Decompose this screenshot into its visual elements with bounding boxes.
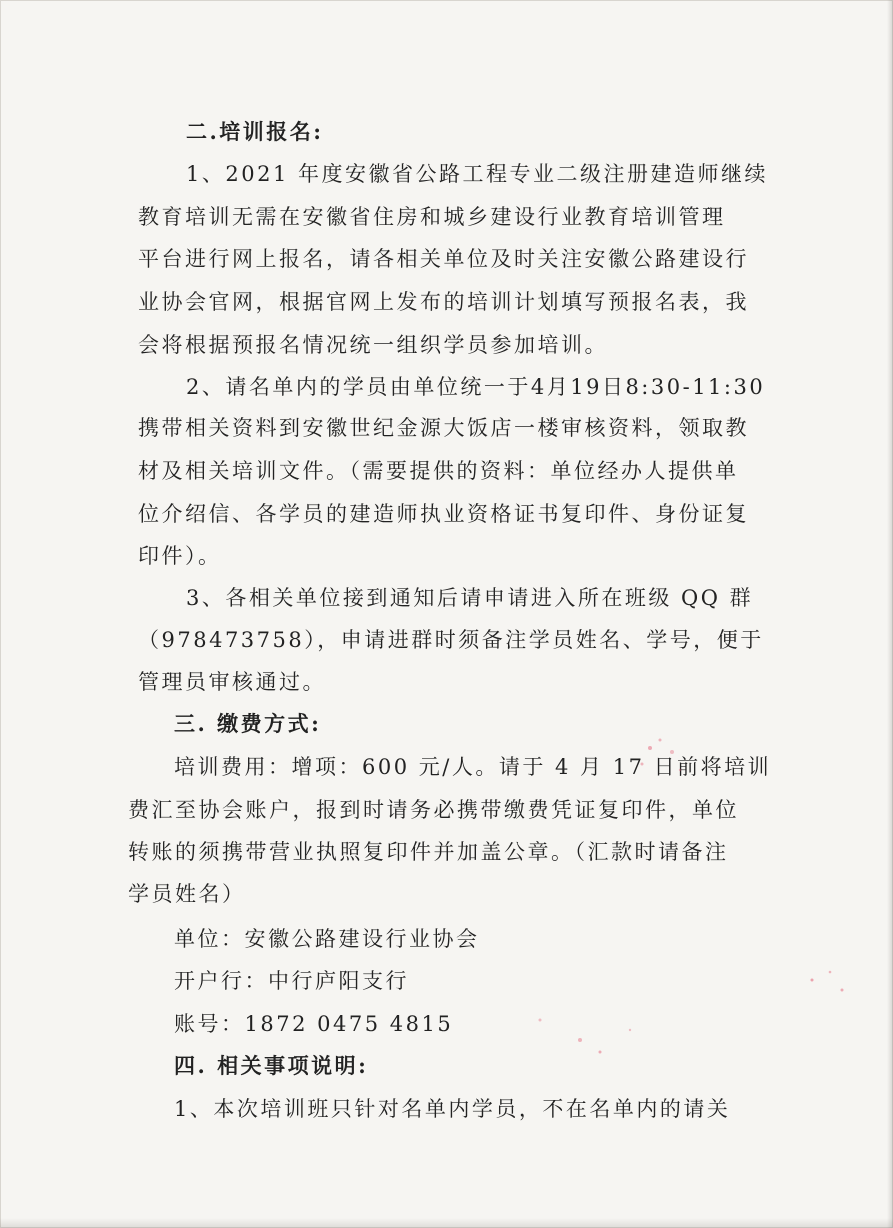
section-2-item-3-line-1: 3、各相关单位接到通知后请申请进入所在班级 QQ 群 (186, 586, 754, 610)
section-2-item-1-line-2: 教育培训无需在安徽省住房和城乡建设行业教育培训管理 (138, 205, 726, 229)
scan-edge-bottom (0, 1218, 893, 1228)
section-2-heading: 二.培训报名: (186, 119, 324, 144)
section-2-item-2-line-5: 印件）。 (138, 544, 222, 568)
stamp-bleed-mark (520, 1000, 660, 1070)
section-2-item-2-line-4: 位介绍信、各学员的建造师执业资格证书复印件、身份证复 (138, 502, 749, 526)
stamp-bleed-mark (800, 960, 860, 1010)
account-bank: 开户行：中行庐阳支行 (174, 969, 409, 993)
section-3-fee-line-2: 费汇至协会账户，报到时请务必携带缴费凭证复印件，单位 (128, 798, 739, 822)
section-2-item-1-line-4: 业协会官网，根据官网上发布的培训计划填写预报名表，我 (138, 290, 749, 314)
section-2-item-1-line-1: 1、2021 年度安徽省公路工程专业二级注册建造师继续 (186, 162, 768, 186)
section-2-item-3-line-2: （978473758），申请进群时须备注学员姓名、学号，便于 (138, 628, 764, 652)
account-number: 账号：1872 0475 4815 (174, 1012, 454, 1036)
section-2-item-1-line-5: 会将根据预报名情况统一组织学员参加培训。 (138, 333, 608, 357)
section-3-fee-line-1: 培训费用：增项：600 元/人。请于 4 月 17 日前将培训 (174, 755, 772, 779)
section-4-heading: 四. 相关事项说明: (174, 1053, 369, 1078)
section-2-item-2-line-2: 携带相关资料到安徽世纪金源大饭店一楼审核资料，领取教 (138, 416, 749, 440)
section-2-item-2-line-1: 2、请名单内的学员由单位统一于4月19日8:30-11:30 (186, 375, 766, 399)
section-2-item-3-line-3: 管理员审核通过。 (138, 670, 326, 694)
section-3-fee-line-3: 转账的须携带营业执照复印件并加盖公章。（汇款时请备注 (128, 840, 729, 864)
section-2-item-1-line-3: 平台进行网上报名，请各相关单位及时关注安徽公路建设行 (138, 247, 749, 271)
account-unit: 单位：安徽公路建设行业协会 (174, 927, 480, 951)
section-3-heading: 三. 缴费方式: (174, 711, 322, 736)
section-2-item-2-line-3: 材及相关培训文件。（需要提供的资料：单位经办人提供单 (138, 459, 739, 483)
scan-edge-right (887, 0, 893, 1228)
section-4-item-1-line-1: 1、本次培训班只针对名单内学员，不在名单内的请关 (174, 1097, 731, 1121)
section-3-fee-line-4: 学员姓名） (128, 882, 246, 906)
